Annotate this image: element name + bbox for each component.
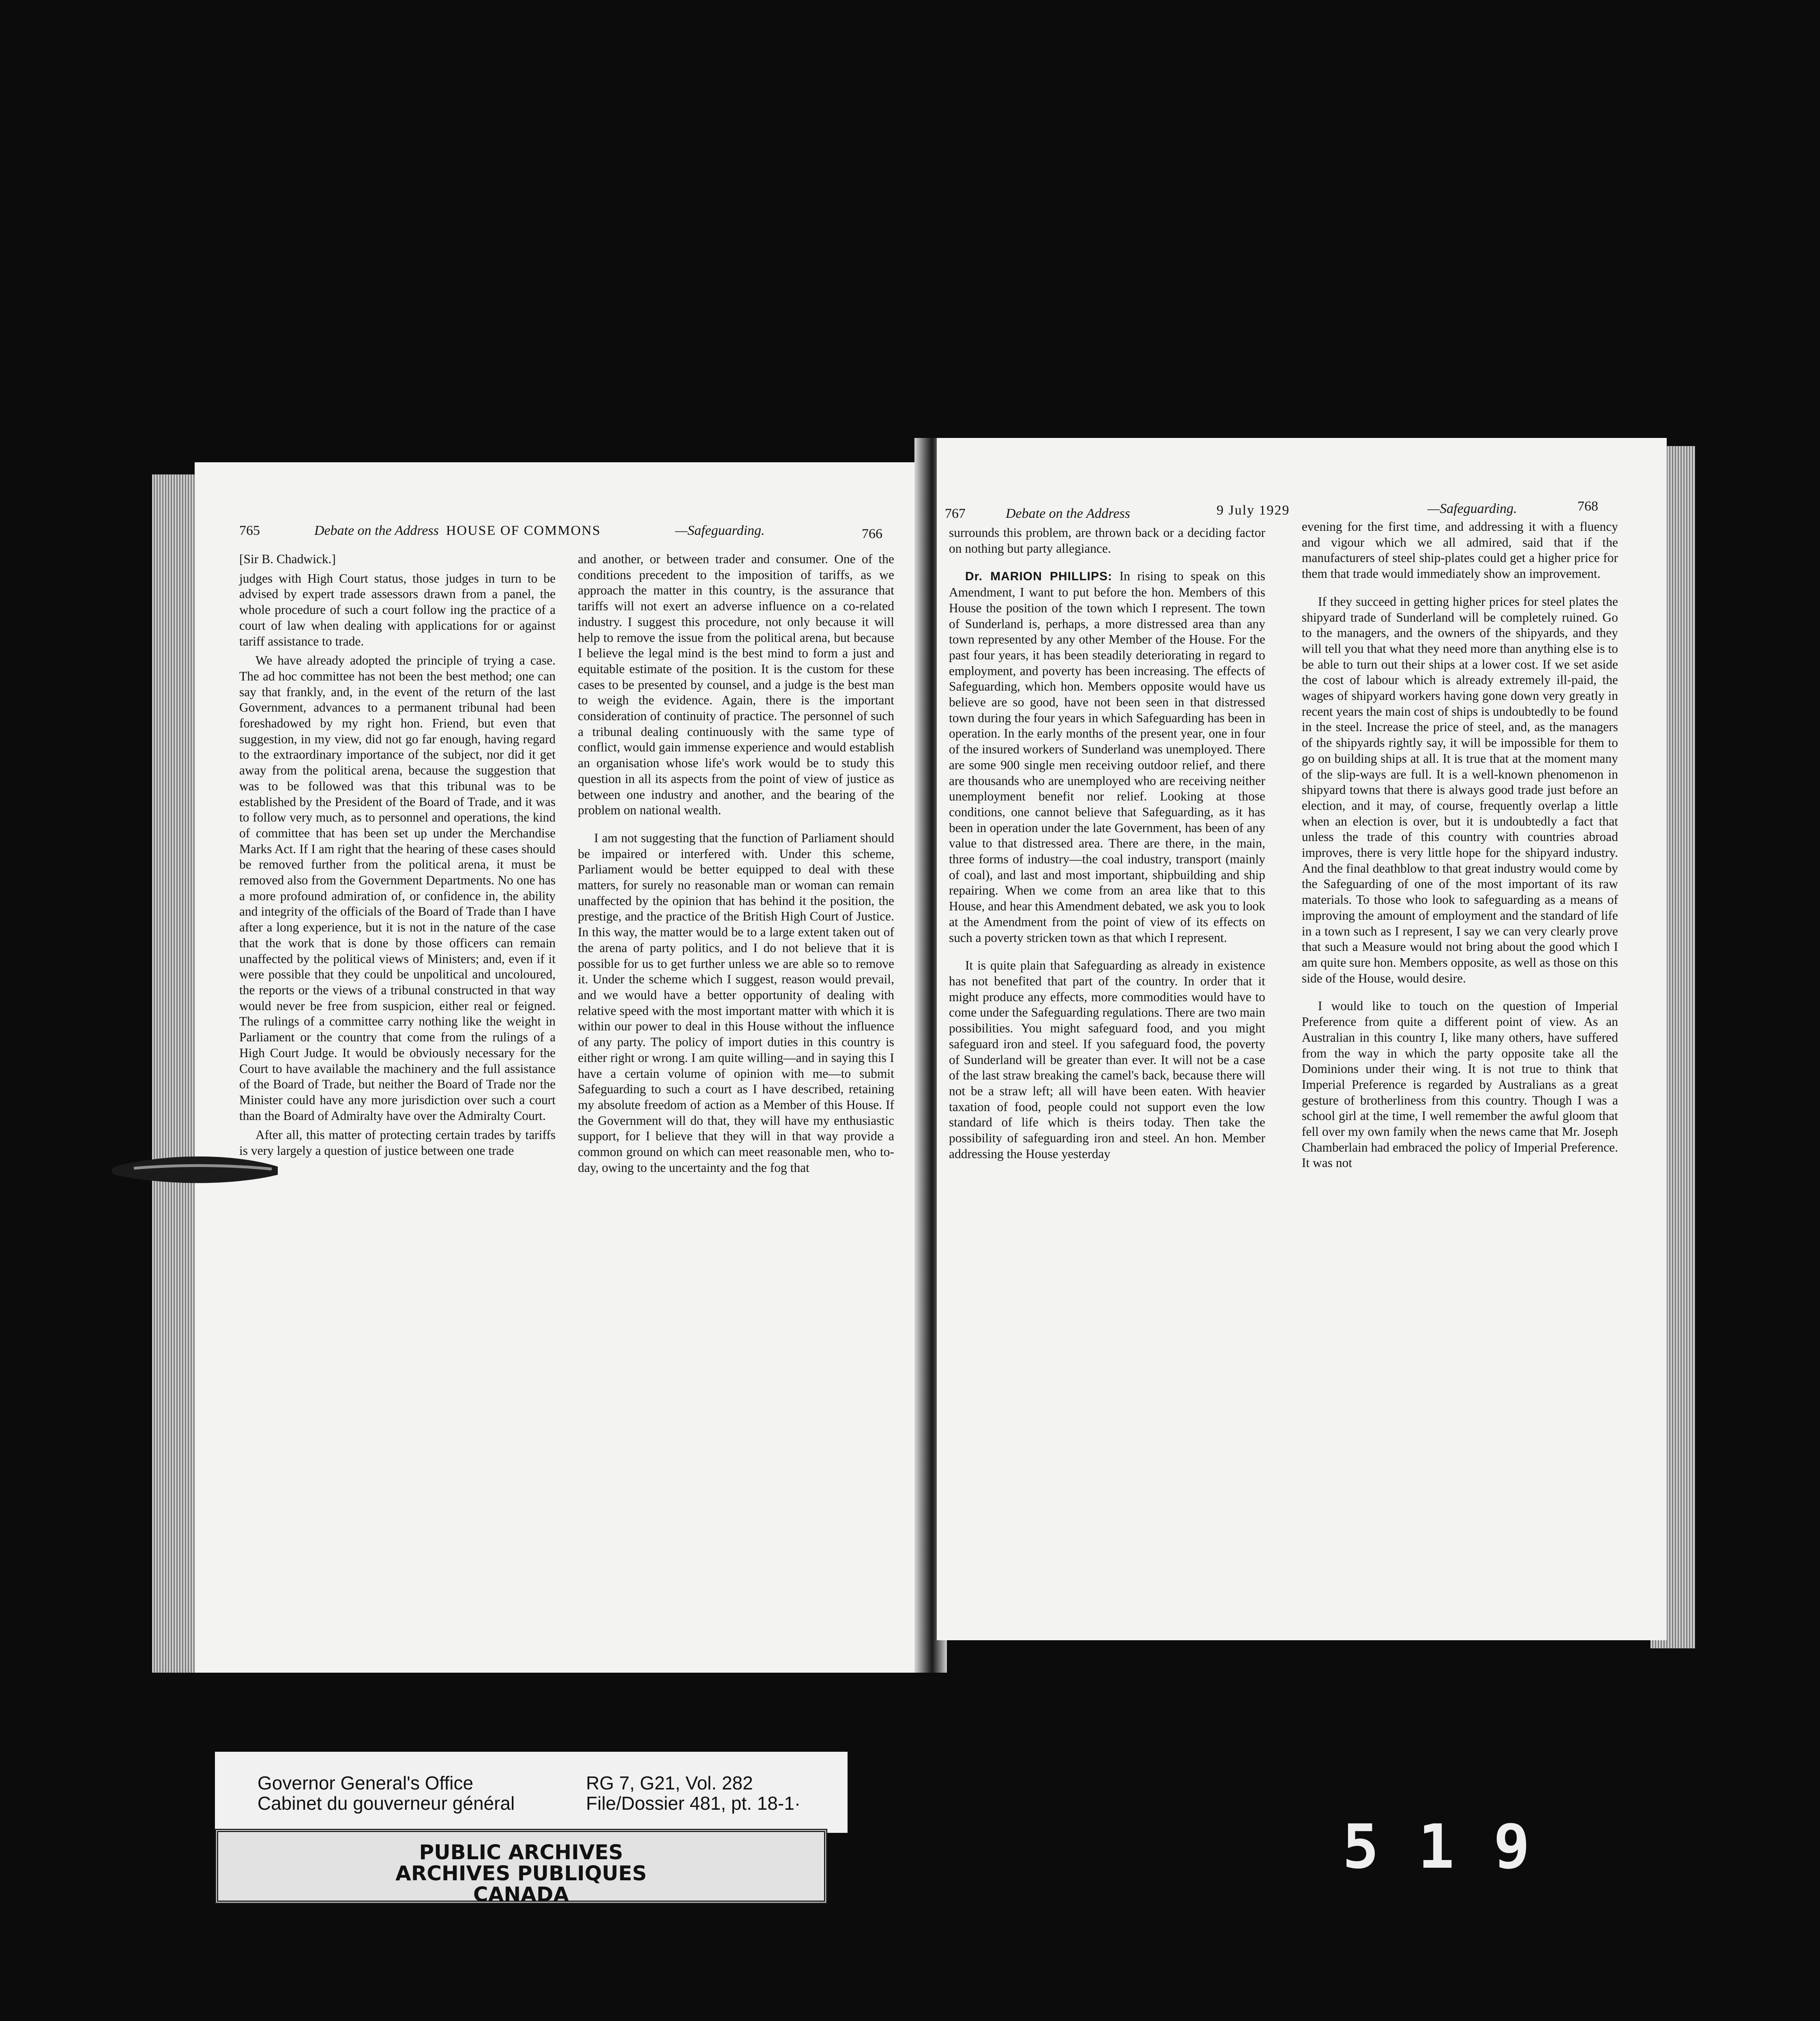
page-number-766: 766	[862, 526, 882, 541]
record-group: RG 7, G21, Vol. 282	[586, 1772, 753, 1794]
topic-title: —Safeguarding.	[675, 523, 765, 538]
right-page	[937, 438, 1667, 1640]
date-title: 9 July 1929	[1217, 503, 1290, 518]
paragraph: evening for the first time, and addressing it with a fluency and vigour which we all admired, said that if the manufacturers of steel ship-plates could get a higher price for them that trade would immediately show an improvement.	[1302, 519, 1618, 581]
stamp-line: ARCHIVES PUBLIQUES	[395, 1862, 647, 1885]
left-page-header	[195, 523, 925, 547]
left-page	[195, 462, 925, 1673]
stamp-line: CANADA	[473, 1883, 569, 1906]
paragraph: judges with High Court status, those judges in turn to be advised by expert trade assessors drawn from a panel, the whole procedure of such a court follow ing the practice of a court of law when dealing with applications for or against tariff assistance to trade.	[239, 571, 556, 648]
paragraph: If they succeed in getting higher prices for steel plates the shipyard trade of Sunderland will be completely ruined. Go to the managers, and the owners of the shipyards, and they will tell you that what they need more than anything else is to be able to turn out their ships at a lower cost. If we set aside the cost of labour which is already extremely ill-paid, the wages of shipyard workers having gone down very greatly in recent years the main cost of ships is undoubtedly to be found in the steel. Increase the price of steel, and, as the managers of the shipyards rightly say, it will be impossible for them to go on building ships at all. It is true that at the moment many of the slip-ways are full. It is a well-known phenomenon in shipyard towns that there is always good trade just before an election, and it may, of course, frequently overlap a little when an election is over, but it is undoubtedly a fact that unless the trade of this country with countries abroad improves, there is very little hope for the shipyard industry. And the final deathblow to that great industry would come by the Safeguarding of one of the most important of its raw materials. To those who look to safeguarding as a means of improving the amount of employment and the standard of life in a town such as I represent, I say we can very clearly prove that such a Measure would not bring about the good which I am quite sure hon. Members opposite, as well as those on this side of the House, would desire.	[1302, 594, 1618, 985]
paragraph: and another, or between trader and consumer. One of the conditions precedent to the imposition of tariffs, as we approach the matter in this country, is the assurance that tariffs will not exert an adverse influence on a co-related industry. I suggest this procedure, not only because it will help to remove the issue from the political arena, but because I believe the legal mind is the best mind to form a just and equitable estimate of the position. It is the custom for these cases to be presented by counsel, and a judge is the best man to weigh the evidence. Again, there is the important consideration of continuity of practice. The personnel of such a tribunal dealing continuously with the same type of conflict, would gain immense experience and would establish an organisation whose life's work would be to study this question in all its aspects from the point of view of justice as between one industry and another, and the bearing of the problem on national wealth.	[578, 552, 894, 817]
column-768	[1302, 519, 1618, 1175]
office-english: Governor General's Office	[258, 1772, 474, 1794]
page-number-765: 765	[239, 523, 260, 538]
house-title: HOUSE OF COMMONS	[446, 523, 601, 538]
book-spread	[152, 438, 1695, 1673]
topic-title: —Safeguarding.	[1427, 501, 1517, 516]
frame-number: 519	[1342, 1812, 1569, 1882]
page-edges-left	[152, 474, 197, 1673]
paragraph: It is quite plain that Safeguarding as already in existence has not benefited that part of the country. In order that it might produce any effects, more commodities would have to come under the Safeguarding regulations. There are two main possibilities. You might safeguard food, and you might safeguard iron and steel. If you safeguard food, the poverty of Sunderland will be greater than ever. It will not be a case of the last straw breaking the camel's back, because there will not be a straw left; all will have been eaten. With heavier taxation of food, people could not support even the low standard of life which is theirs today. Then take the possibility of safeguarding iron and steel. An hon. Member addressing the House yesterday	[949, 958, 1265, 1161]
speech-text: In rising to speak on this Amendment, I want to put before the hon. Members of this House the position of the town which I represent. The town of Sunderland is, perhaps, a more distressed area than any town represented by any other Member of the House. For the past four years, it has been steadily deteriorating in regard to employment, and poverty has been increasing. The effects of Safeguarding, which hon. Members opposite would have us believe are so good, have not been seen in that distressed town during the four years in which Safeguarding has been in operation. In the early months of the present year, one in four of the insured workers of Sunderland was unemployed. There are some 900 single men receiving outdoor relief, and there are thousands who are unemployed who are receiving neither unemployment benefit nor relief. Looking at those conditions, one cannot believe that Safeguarding, as it has been in operation under the late Government, has been of any value to that distressed area. There are there, in the main, three forms of industry—the coal industry, transport (mainly of coal), and last and most important, shipbuilding and ship repairing. When we come from an area like that to this House, and hear this Amendment debated, we ask you to look at the Amendment from the point of view of its effects on such a poverty stricken town as that which I represent.	[949, 569, 1265, 945]
office-french: Cabinet du gouverneur général	[258, 1793, 515, 1814]
column-765	[239, 551, 556, 1163]
archive-label-card	[215, 1752, 848, 1906]
running-title: Debate on the Address	[314, 523, 439, 538]
paragraph: I would like to touch on the question of Imperial Preference from quite a different point of view. As an Australian in this country I, like many others, have suffered from the way in which the party opposite take all the Dominions under their wing. It is not true to think that Imperial Preference is regarded by Australians as a great gesture of brotherliness from this country. Though I was a school girl at the time, I well remember the awful gloom that fell over my own family when the news came that Mr. Joseph Chamberlain had embraced the policy of Imperial Preference. It was not	[1302, 999, 1618, 1170]
archive-reference-panel	[215, 1752, 848, 1833]
column-767	[949, 525, 1265, 1165]
speech-paragraph	[949, 569, 1265, 946]
speaker-name: Dr. MARION PHILLIPS:	[965, 570, 1112, 584]
stamp-line: PUBLIC ARCHIVES	[419, 1841, 623, 1864]
page-number-768: 768	[1577, 499, 1598, 514]
running-title: Debate on the Address	[1006, 506, 1130, 521]
paragraph: surrounds this problem, are thrown back or a deciding factor on nothing but party allegiance.	[949, 526, 1265, 556]
speaker-attribution: [Sir B. Chadwick.]	[239, 552, 336, 566]
paragraph: I am not suggesting that the function of Parliament should be impaired or interfered with. Under this scheme, Parliament would be better equipped to deal with these matters, for surely no reasonable man or woman can remain unaffected by the opinion that has behind it the position, the prestige, and the practice of the British High Court of Justice. In this way, the matter would be to a large extent taken out of the arena of party politics, and I do not believe that it is possible for us to get further unless we are able so to remove it. Under the scheme which I suggest, reason would prevail, and we would have a better opportunity of dealing with relative speed with the most important matter with which it is within our power to deal in this House without the influence of any party. The policy of import duties in this country is either right or wrong. I am quite willing—and in saying this I have a certain volume of opinion with me—to submit Safeguarding to such a court as I have described, retaining my absolute freedom of action as a Member of this House. If the Government will do that, they will have my enthusiastic support, for I believe that they will in that way provide a common ground on which can meet reasonable men, who to-day, owing to the uncertainty and the fog that	[578, 830, 894, 1175]
public-archives-stamp	[215, 1829, 827, 1904]
paragraph: We have already adopted the principle of trying a case. The ad hoc committee has not been the best method; one can say that frankly, and, in the event of the return of the last Government, advances to a permanent tribunal had been foreshadowed by my right hon. Friend, but even that suggestion, in my view, did not go far enough, having regard to the extraordinary importance of the subject, nor did it get away from the political arena, because the suggestion that was to be followed was that this tribunal was to be established by the President of the Board of Trade, and it was to follow very much, as to personnel and operations, the kind of committee that has been set up under the Merchandise Marks Act. If I am right that the hearing of these cases should be removed further from the political arena, it must be removed also from the Government Departments. No one has a more profound admiration of, or confidence in, the ability and integrity of the officials of the Board of Trade than I have after a long experience, but it is not in the nature of the case that the work that is done by those officers can remain unaffected by the political views of Ministers; and, even if it were possible that they could be unpolitical and uncoloured, the reports or the views of a tribunal constructed in that way would never be free from suspicion, either real or feigned. The rulings of a committee carry nothing like the weight in Parliament or the country that come from the rulings of a High Court Judge. It would be obviously necessary for the Court to have available the machinery and the full assistance of the Board of Trade, but neither the Board of Trade nor the Minister could have any more jurisdiction over such a court than the Board of Admiralty have over the Admiralty Court.	[239, 653, 556, 1123]
page-number-767: 767	[945, 506, 966, 521]
file-reference: File/Dossier 481, pt. 18-1·	[586, 1793, 801, 1814]
paragraph: After all, this matter of protecting certain trades by tariffs is very largely a question of justice between one trade	[239, 1128, 556, 1158]
column-766	[578, 551, 894, 1179]
pen-pointer	[101, 1146, 278, 1194]
